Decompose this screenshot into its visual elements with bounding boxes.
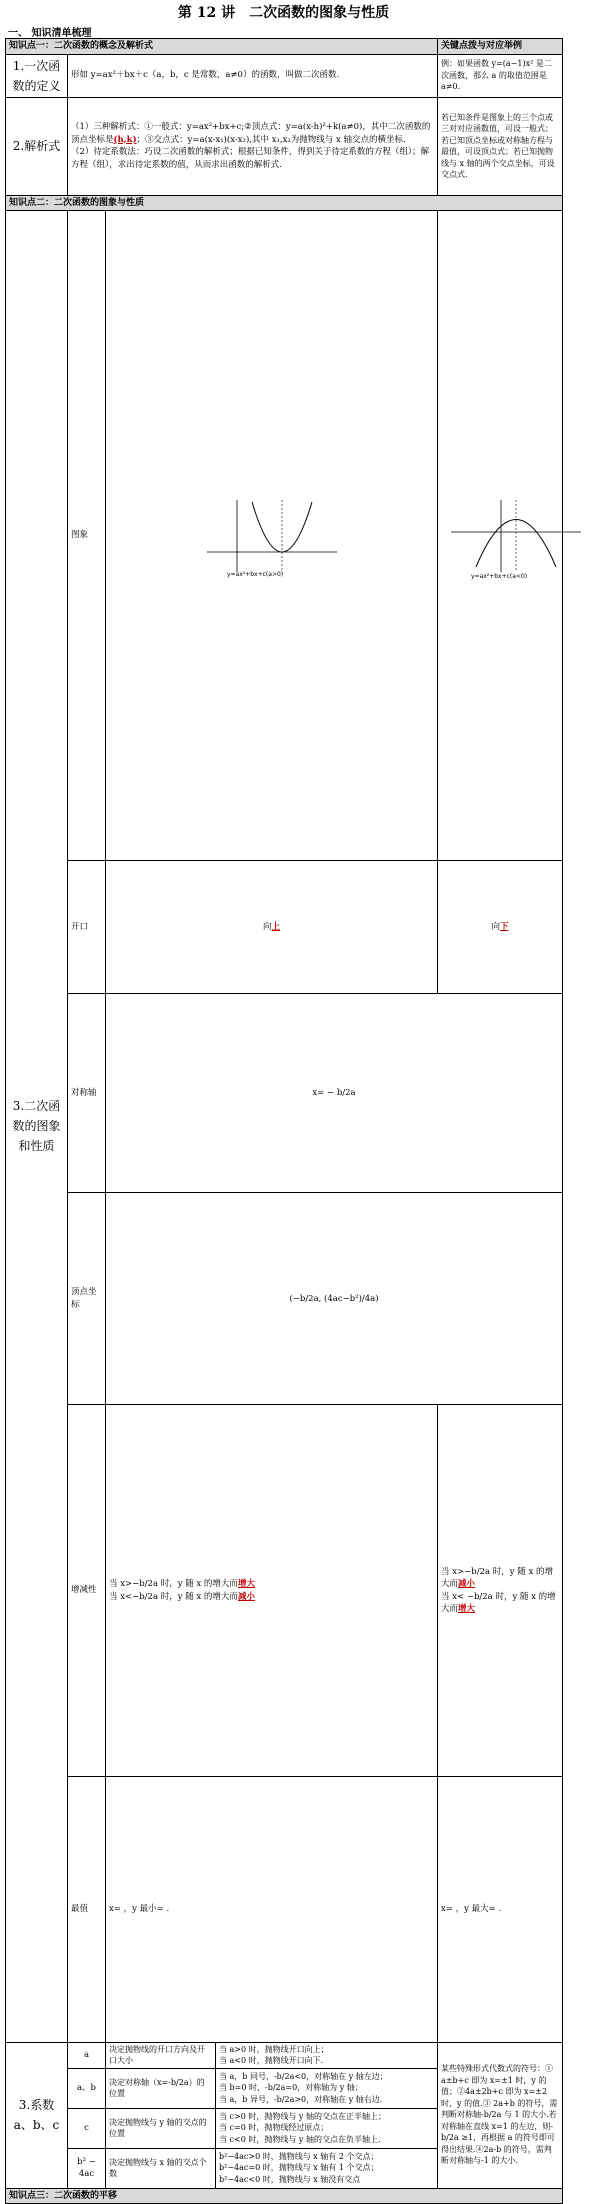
formula-tip: 若已知条件是图象上的三个点或三对对应函数值，可设一般式；若已知顶点坐标或对称轴方程与最值，可设顶点式；若已知抛物线与 x 轴的两个交点坐标，可设交点式.: [438, 97, 563, 195]
formula-p1: （1）三种解析式：①一般式：y=ax²+bx+c;②顶点式：y=a(x-h)²+k(a≠0)，其中二次函数的顶点坐标是: [71, 122, 431, 145]
coef-label: 3.系数 a、b、c: [6, 2042, 68, 2188]
knowledge-table: [5, 38, 563, 2204]
mono-up-2: 当 x<−b/2a 时，y 随 x 的增大而: [109, 1591, 238, 1602]
graph-up-caption: y=ax²+bx+c(a>0): [226, 570, 283, 578]
row-graph-label: 图象: [68, 211, 106, 861]
coef-key-ab: a、b: [68, 2068, 106, 2108]
row-axis-label: 对称轴: [68, 994, 106, 1193]
kp1-header: 知识点一：二次函数的概念及解析式: [6, 39, 438, 55]
mono-up-1-answer: 增大: [237, 1579, 255, 1590]
formula-content: [68, 97, 438, 195]
coef-key-disc: b² − 4ac: [68, 2148, 106, 2188]
vertex-formula: (−b/2a, (4ac−b²)/4a): [106, 1193, 563, 1405]
mono-up-2-answer: 减小: [237, 1591, 255, 1602]
coef-desc-c: 决定抛物线与 y 轴的交点的位置: [106, 2108, 216, 2148]
coef-val-disc: b²−4ac>0 时，抛物线与 x 轴有 2 个交点； b²−4ac=0 时，抛物线与 x 轴有 1 个交点； b²−4ac<0 时，抛物线与 x 轴没有交点: [216, 2148, 438, 2188]
row-open-label: 开口: [68, 861, 106, 994]
coef-desc-a: 决定抛物线的开口方向及开口大小: [106, 2042, 216, 2068]
graph-up-cell: [106, 211, 438, 861]
def-content: 形如 y=ax²＋bx＋c（a，b，c 是常数，a≠0）的函数，叫做二次函数.: [68, 54, 438, 97]
parabola-down-graph: [441, 492, 591, 580]
coef-key-a: a: [68, 2042, 106, 2068]
section-heading: 一、 知识清单梳理: [8, 28, 92, 39]
row-extreme-label: 最值: [68, 1777, 106, 2042]
def-label: 1.一次函数的定义: [6, 54, 68, 97]
open-up: [106, 861, 438, 994]
graph-down-cell: [438, 211, 563, 861]
open-down-answer: 下: [500, 921, 509, 932]
mono-down: [438, 1405, 563, 1777]
coef-tip: 某些特殊形式代数式的符号：① a±b+c 即为 x=±1 时，y 的值；②4a±2b+c 即为 x=±2 时，y 的值.③ 2a+b 的符号，需判断对称轴-b/2a 与 1 的大小.若对称轴在直线 x=1 的左边，则-b/2a ≥1，再根据 a 的符号即可得出结果.④2a-b 的符号，需判断对称轴与-1 的大小.: [438, 2042, 563, 2188]
mono-down-1: 当 x>−b/2a 时，y 随 x 的增大而: [441, 1566, 553, 1590]
extreme-down: x= ，y 最大= .: [438, 1777, 563, 2042]
graph-down-caption: y=ax²+bx+c(a<0): [471, 572, 528, 580]
mono-down-1-answer: 减小: [458, 1579, 476, 1590]
coef-desc-disc: 决定抛物线与 x 轴的交点个数: [106, 2148, 216, 2188]
mono-up: [106, 1405, 438, 1777]
vertex-answer: (h,k): [113, 134, 137, 145]
mono-down-2-answer: 增大: [458, 1604, 476, 1615]
mono-down-2: 当 x< −b/2a 时，y 随 x 的增大而: [441, 1591, 556, 1615]
def-example: 例：如果函数 y=(a−1)x² 是二次函数，那么 a 的取值范围是 a≠0.: [438, 54, 563, 97]
row-mono-label: 增减性: [68, 1405, 106, 1777]
open-up-prefix: 向: [262, 921, 272, 932]
page-title: 第 12 讲 二次函数的图象与性质: [177, 5, 390, 21]
open-down-prefix: 向: [491, 921, 501, 932]
kp2-label: 3.二次函数的图象和性质: [6, 211, 68, 2043]
formula-label: 2.解析式: [6, 97, 68, 195]
kp3-header: 知识点三：二次函数的平移: [6, 2188, 563, 2204]
formula-p1b: ；③交点式：y=a(x-x₁)(x-x₂),其中 x₁,x₂为抛物线与 x 轴交点的横坐标.: [136, 134, 406, 145]
tips-header: 关键点拨与对应举例: [438, 39, 563, 55]
row-vertex-label: 顶点坐标: [68, 1193, 106, 1405]
coef-val-c: 当 c>0 时，抛物线与 y 轴的交点在正半轴上； 当 c=0 时，抛物线经过原点； 当 c<0 时，抛物线与 y 轴的交点在负半轴上.: [216, 2108, 438, 2148]
coef-key-c: c: [68, 2108, 106, 2148]
kp2-header: 知识点二：二次函数的图象与性质: [6, 195, 563, 211]
open-down: [438, 861, 563, 994]
formula-p2: （2）待定系数法：巧设二次函数的解析式；根据已知条件，得到关于待定系数的方程（组）；解方程（组），求出待定系数的值，从而求出函数的解析式.: [71, 147, 430, 170]
coef-desc-ab: 决定对称轴（x=-b/2a）的位置: [106, 2068, 216, 2108]
parabola-up-graph: [197, 492, 347, 580]
extreme-up: x= ，y 最小= .: [106, 1777, 438, 2042]
coef-val-ab: 当 a，b 同号，-b/2a<0，对称轴在 y 轴左边； 当 b=0 时，-b/2a=0，对称轴为 y 轴； 当 a，b 异号，-b/2a>0，对称轴在 y 轴右边.: [216, 2068, 438, 2108]
axis-formula: x= − b/2a: [106, 994, 563, 1193]
open-up-answer: 上: [271, 921, 281, 932]
mono-up-1: 当 x>−b/2a 时，y 随 x 的增大而: [109, 1579, 238, 1590]
coef-val-a: 当 a>0 时，抛物线开口向上； 当 a<0 时，抛物线开口向下.: [216, 2042, 438, 2068]
